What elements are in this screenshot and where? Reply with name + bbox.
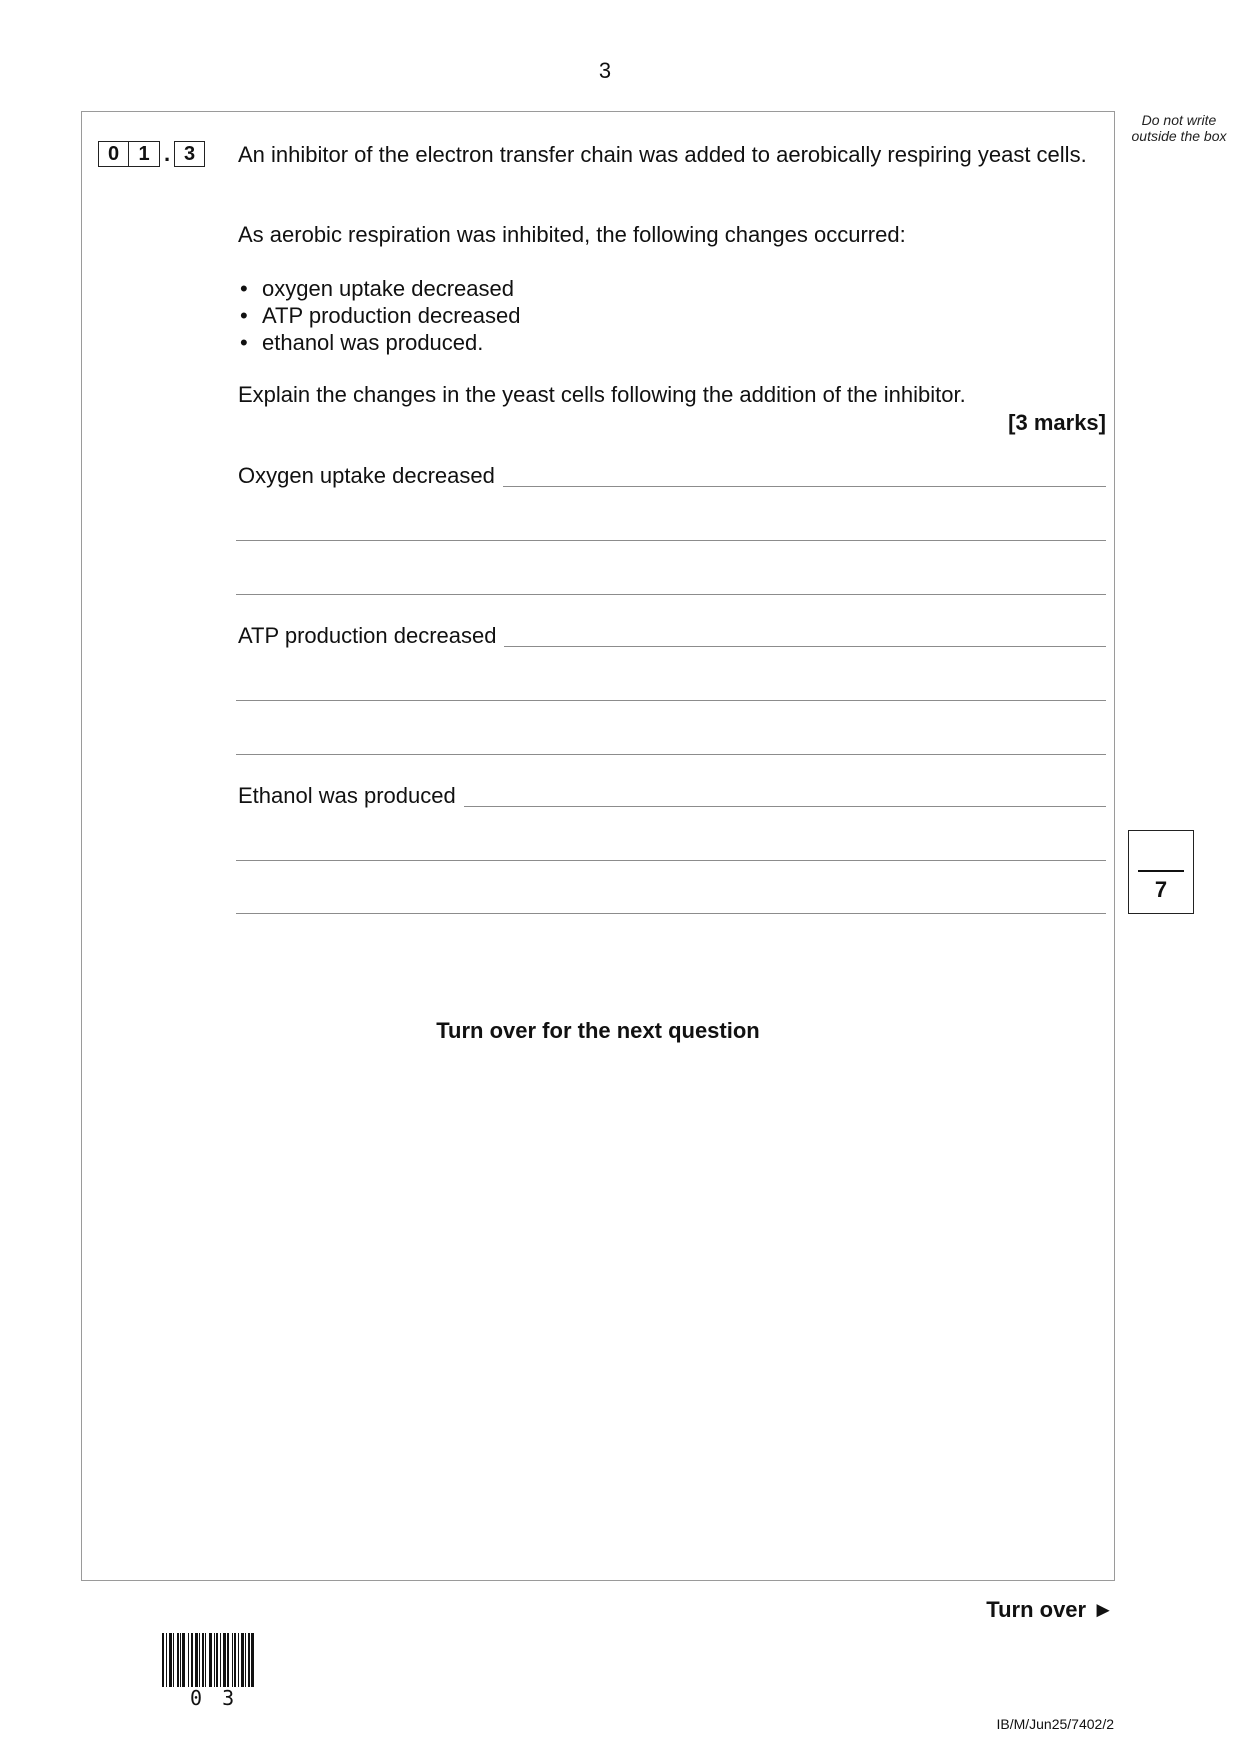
question-number: [98, 140, 205, 168]
answer-line[interactable]: [236, 594, 1106, 595]
question-digit: 1: [129, 141, 160, 167]
list-item: • ethanol was produced.: [238, 329, 520, 356]
marks-label: [3 marks]: [1008, 410, 1106, 435]
answer-line[interactable]: [236, 913, 1106, 914]
answer-line[interactable]: [236, 700, 1106, 701]
answer-line[interactable]: [236, 540, 1106, 541]
answer-line[interactable]: [504, 645, 1106, 647]
score-divider: [1138, 870, 1184, 872]
question-separator: .: [163, 141, 171, 166]
answer-label: Ethanol was produced: [238, 783, 456, 808]
list-item: • ATP production decreased: [238, 302, 520, 329]
changes-list: [238, 275, 520, 356]
turn-over-next-question: Turn over for the next question: [436, 1018, 760, 1043]
answer-label: Oxygen uptake decreased: [238, 463, 495, 488]
list-item: • oxygen uptake decreased: [238, 275, 520, 302]
question-digit: 0: [98, 141, 129, 167]
answer-label: ATP production decreased: [238, 623, 497, 648]
answer-row-oxygen[interactable]: [238, 462, 1106, 489]
turn-over-label: Turn over ►: [986, 1597, 1114, 1622]
paper-code: IB/M/Jun25/7402/2: [996, 1716, 1114, 1732]
barcode-number: 0 3: [190, 1686, 239, 1710]
question-digit: 3: [174, 141, 205, 167]
barcode-icon: [162, 1633, 254, 1687]
question-stem: An inhibitor of the electron transfer chain was added to aerobically respiring yeast cells.: [238, 142, 1087, 167]
answer-line[interactable]: [236, 860, 1106, 861]
margin-note: Do not write outside the box: [1131, 112, 1227, 144]
answer-frame: [81, 111, 1115, 1581]
score-value: 7: [1154, 877, 1168, 902]
answer-line[interactable]: [236, 754, 1106, 755]
answer-line[interactable]: [464, 805, 1106, 807]
page-number: 3: [598, 58, 612, 83]
answer-row-ethanol[interactable]: [238, 782, 1106, 809]
question-instruction: Explain the changes in the yeast cells following the addition of the inhibitor.: [238, 382, 966, 407]
answer-row-atp[interactable]: [238, 622, 1106, 649]
question-lead: As aerobic respiration was inhibited, the following changes occurred:: [238, 222, 906, 247]
answer-line[interactable]: [503, 485, 1106, 487]
